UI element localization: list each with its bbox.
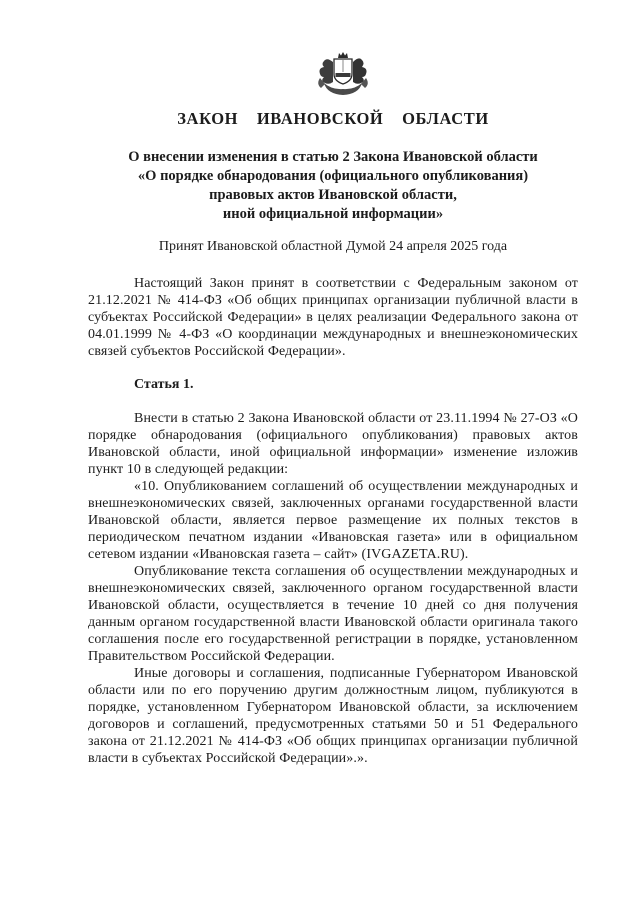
- subtitle-line-1: О внесении изменения в статью 2 Закона Ивановской области: [128, 149, 538, 165]
- subtitle-line-3: правовых актов Ивановской области,: [209, 187, 457, 203]
- article-1-paragraph: Внести в статью 2 Закона Ивановской области от 23.11.1994 № 27-ОЗ «О порядке обнародования (официального опубликования) правовых актов Ивановской области, иной официальной информации» изменение изложив пункт 10 в следующей редакции:: [88, 411, 578, 477]
- subtitle-line-4: иной официальной информации»: [222, 206, 444, 222]
- article-1-paragraph: Опубликование текста соглашения об осуществлении международных и внешнеэкономических связей, заключенного органом государственной власти Ивановской области, осуществляется в течение 10 дней со дня получения данным органом государственной власти Ивановской области оригинала такого соглашения после его государственной регистрации в порядке, установленном Правительством Российской Федерации.: [88, 564, 578, 664]
- adoption-line: Принят Ивановской областной Думой 24 апреля 2025 года: [158, 239, 508, 254]
- preamble-paragraph: Настоящий Закон принят в соответствии с Федеральным законом от 21.12.2021 № 414-ФЗ «Об общих принципах организации публичной власти в субъектах Российской Федерации» в целях реализации Федерального закона от 04.01.1999 № 4-ФЗ «О координации международных и внешнеэкономических связей субъектов Российской Федерации».: [88, 276, 578, 359]
- document-subtitle: [88, 148, 578, 224]
- ivanovo-oblast-coat-of-arms-icon: [312, 50, 374, 104]
- article-1-heading: Статья 1.: [134, 377, 194, 392]
- article-1-paragraph: «10. Опубликованием соглашений об осуществлении международных и внешнеэкономических связей, заключенных органами государственной власти Ивановской области, является первое размещение их полных текстов в периодическом печатном издании «Ивановская газета» или в официальном сетевом издании «Ивановская газета – сайт» (IVGAZETA.RU).: [88, 479, 578, 562]
- subtitle-line-2: «О порядке обнародования (официального опубликования): [137, 168, 529, 184]
- document-body: [88, 275, 578, 767]
- article-1-paragraph: Иные договоры и соглашения, подписанные Губернатором Ивановской области или по его поручению другим должностным лицом, публикуются в порядке, установленном Губернатором Ивановской области, за исключением договоров и соглашений, предусмотренных статьями 50 и 51 Федерального закона от 21.12.2021 № 414-ФЗ «Об общих принципах организации публичной власти в субъектах Российской Федерации».».: [88, 666, 578, 766]
- coat-of-arms: [98, 50, 588, 104]
- document-title: ЗАКОН ИВАНОВСКОЙ ОБЛАСТИ: [177, 109, 489, 128]
